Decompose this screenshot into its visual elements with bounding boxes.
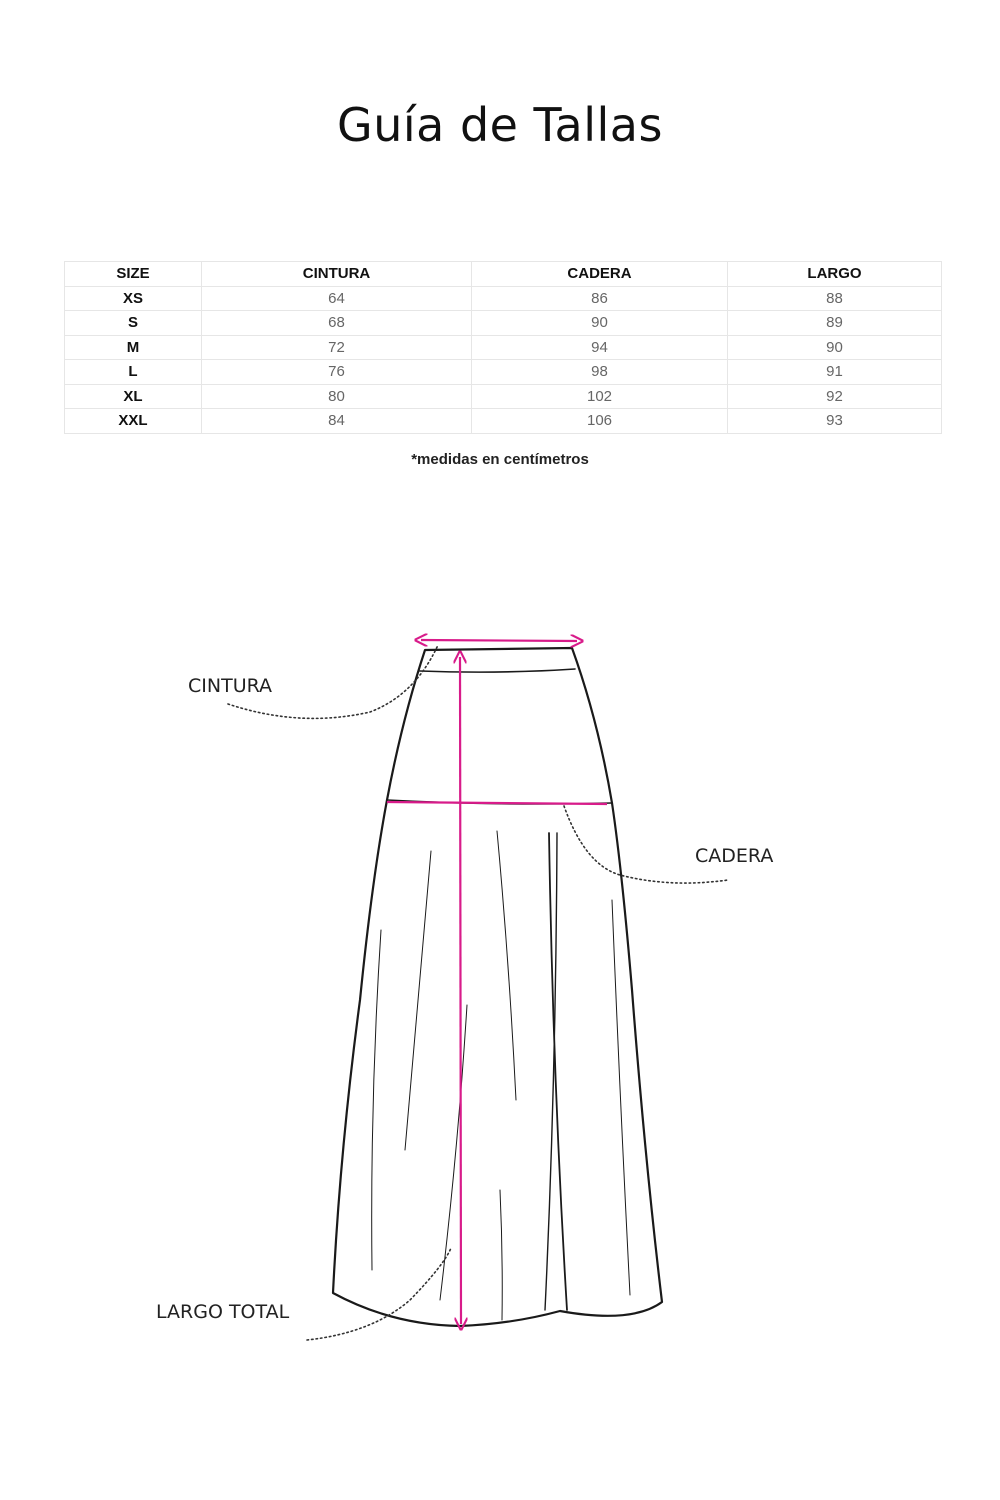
cadera-cell: 106 bbox=[472, 409, 728, 434]
header-cintura: CINTURA bbox=[202, 262, 472, 287]
fold-line bbox=[440, 1005, 467, 1300]
largo-cell: 90 bbox=[728, 335, 942, 360]
largo-cell: 91 bbox=[728, 360, 942, 385]
size-cell: XXL bbox=[65, 409, 202, 434]
skirt-silhouette bbox=[333, 648, 662, 1326]
fold-line bbox=[372, 930, 381, 1270]
fold-line bbox=[405, 851, 431, 1150]
fold-line bbox=[612, 900, 630, 1295]
cintura-cell: 76 bbox=[202, 360, 472, 385]
length-label: LARGO TOTAL bbox=[156, 1301, 290, 1323]
hip-measure-line bbox=[387, 802, 607, 804]
cintura-cell: 84 bbox=[202, 409, 472, 434]
largo-cell: 93 bbox=[728, 409, 942, 434]
largo-cell: 88 bbox=[728, 286, 942, 311]
fold-line bbox=[497, 831, 516, 1100]
cadera-cell: 86 bbox=[472, 286, 728, 311]
waist-measure-line bbox=[421, 640, 577, 641]
cintura-cell: 64 bbox=[202, 286, 472, 311]
cintura-cell: 72 bbox=[202, 335, 472, 360]
hip-label: CADERA bbox=[695, 845, 774, 867]
cintura-cell: 80 bbox=[202, 384, 472, 409]
cintura-cell: 68 bbox=[202, 311, 472, 336]
cadera-cell: 102 bbox=[472, 384, 728, 409]
waistband-line bbox=[420, 669, 575, 672]
size-cell: S bbox=[65, 311, 202, 336]
cadera-cell: 98 bbox=[472, 360, 728, 385]
page-title: Guía de Tallas bbox=[337, 98, 663, 152]
length-measure-line bbox=[460, 657, 461, 1324]
length-leader bbox=[307, 1248, 451, 1340]
largo-cell: 89 bbox=[728, 311, 942, 336]
cadera-cell: 90 bbox=[472, 311, 728, 336]
cadera-cell: 94 bbox=[472, 335, 728, 360]
header-largo: LARGO bbox=[728, 262, 942, 287]
slit-line bbox=[549, 833, 567, 1310]
size-cell: XL bbox=[65, 384, 202, 409]
leader-lines bbox=[228, 645, 728, 1340]
fold-line bbox=[500, 1190, 502, 1320]
header-cadera: CADERA bbox=[472, 262, 728, 287]
header-size: SIZE bbox=[65, 262, 202, 287]
size-cell: M bbox=[65, 335, 202, 360]
units-note: *medidas en centímetros bbox=[411, 451, 589, 468]
size-cell: XS bbox=[65, 286, 202, 311]
waist-label: CINTURA bbox=[188, 675, 273, 697]
size-cell: L bbox=[65, 360, 202, 385]
largo-cell: 92 bbox=[728, 384, 942, 409]
skirt-outline bbox=[333, 648, 662, 1326]
